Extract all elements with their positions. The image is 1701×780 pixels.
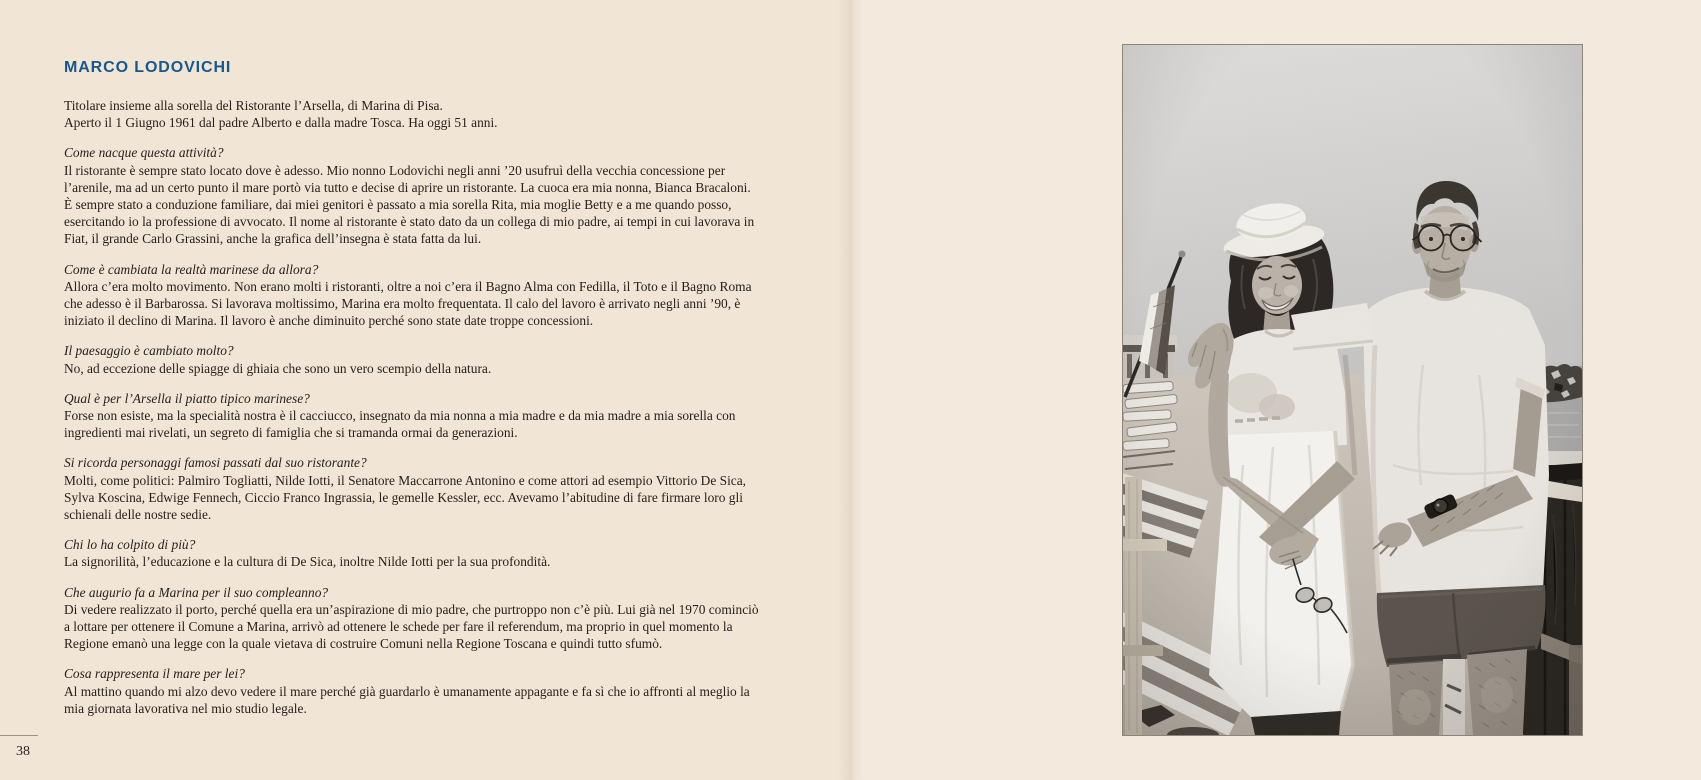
interview-answer: Il ristorante è sempre stato locato dove è adesso. Mio nonno Lodovichi negli anni ’20 usufruì della vecchia concessione per l’arenile, ma ad un certo punto il mare portò via tutto e decise di aprire un ristorante. La cuoca era mia nonna, Bianca Bracaloni. È sempre stato a conduzione familiare, dai miei genitori è passato a mia sorella Rita, mia moglie Betty e a me quando posso, esercitando io la professione di avvocato. Il nome al ristorante è stato dato da un collega di mio padre, ai tempi in cui lavorava in Fiat, il grande Carlo Grassini, anche la grafica dell’insegna è stata fatta da lui. — [64, 162, 755, 247]
qa-block — [64, 665, 761, 717]
interview-question: Come è cambiata la realtà marinese da allora? — [64, 261, 319, 277]
qa-block — [64, 261, 761, 330]
qa-block — [64, 390, 761, 442]
interview-question: Che augurio fa a Marina per il suo compleanno? — [64, 584, 329, 600]
interview-answer: La signorilità, l’educazione e la cultura di De Sica, inoltre Nilde Iotti per la sua profondità. — [64, 554, 551, 570]
interview-question: Chi lo ha colpito di più? — [64, 537, 196, 553]
interview-answer: Di vedere realizzato il porto, perché quella era un’aspirazione di mio padre, che purtroppo non c’è più. Lui già nel 1970 cominciò a lottare per ottenere il Comune a Marina, arrivò ad ottenere le schede per fare il referendum, ma proprio in quel momento la Regione emanò una legge con la quale vietava di costruire Comuni nella Regione Toscana e quindi tutto sfumò. — [64, 601, 759, 652]
qa-block — [64, 342, 761, 376]
qa-block — [64, 536, 761, 570]
photo-grain — [1123, 45, 1582, 735]
qa-block — [64, 584, 761, 653]
right-page — [852, 0, 1701, 780]
interview-answer: Allora c’era molto movimento. Non erano molti i ristoranti, oltre a noi c’era il Bagno Alma con Fedilla, il Toto e il Bagno Roma che adesso è il Barbarossa. Si lavorava moltissimo, Marina era molto frequentata. Il calo del lavoro è arrivato negli anni ’90, è iniziato il declino di Marina. Il lavoro è anche diminuito perché sono state date troppe concessioni. — [64, 278, 752, 329]
folio-rule — [0, 735, 38, 736]
interview-question: Si ricorda personaggi famosi passati dal suo ristorante? — [64, 455, 367, 471]
qa-block — [64, 454, 761, 523]
interview-answer: Al mattino quando mi alzo devo vedere il mare perché già guardarlo è umanamente appagante e fa sì che io affronti al meglio la mia giornata lavorativa nel mio studio legale. — [64, 683, 750, 716]
photo-frame — [1122, 44, 1583, 736]
interview-question: Cosa rappresenta il mare per lei? — [64, 666, 245, 682]
page-title: MARCO LODOVICHI — [64, 59, 232, 76]
intro-line: Titolare insieme alla sorella del Ristorante l’Arsella, di Marina di Pisa. — [64, 98, 443, 113]
photo-couple-beach — [1123, 45, 1582, 735]
interview-answer: No, ad eccezione delle spiagge di ghiaia che sono un vero scempio della natura. — [64, 360, 492, 376]
interview-answer: Forse non esiste, ma la specialità nostra è il cacciucco, insegnato da mia nonna a mia madre e da mia madre a mia sorella con ingredienti mai rivelati, un segreto di famiglia che si tramanda ormai da generazioni. — [64, 408, 736, 441]
interview-question: Qual è per l’Arsella il piatto tipico marinese? — [64, 390, 310, 406]
page-number: 38 — [16, 744, 30, 759]
interview-article — [64, 58, 761, 730]
qa-block — [64, 144, 761, 247]
intro-line: Aperto il 1 Giugno 1961 dal padre Alberto e dalla madre Tosca. Ha oggi 51 anni. — [64, 115, 498, 131]
intro-paragraph — [64, 97, 761, 131]
interview-question: Come nacque questa attività? — [64, 145, 224, 161]
interview-answer: Molti, come politici: Palmiro Togliatti, Nilde Iotti, il Senatore Maccarrone Antonino e come attori ad esempio Vittorio De Sica, Sylva Koscina, Edwige Fennech, Ciccio Franco Ingrassia, le gemelle Kessler, ecc. Avevamo l’abitudine di fare firmare loro gli schienali delle nostre sedie. — [64, 472, 747, 523]
interview-question: Il paesaggio è cambiato molto? — [64, 343, 234, 359]
